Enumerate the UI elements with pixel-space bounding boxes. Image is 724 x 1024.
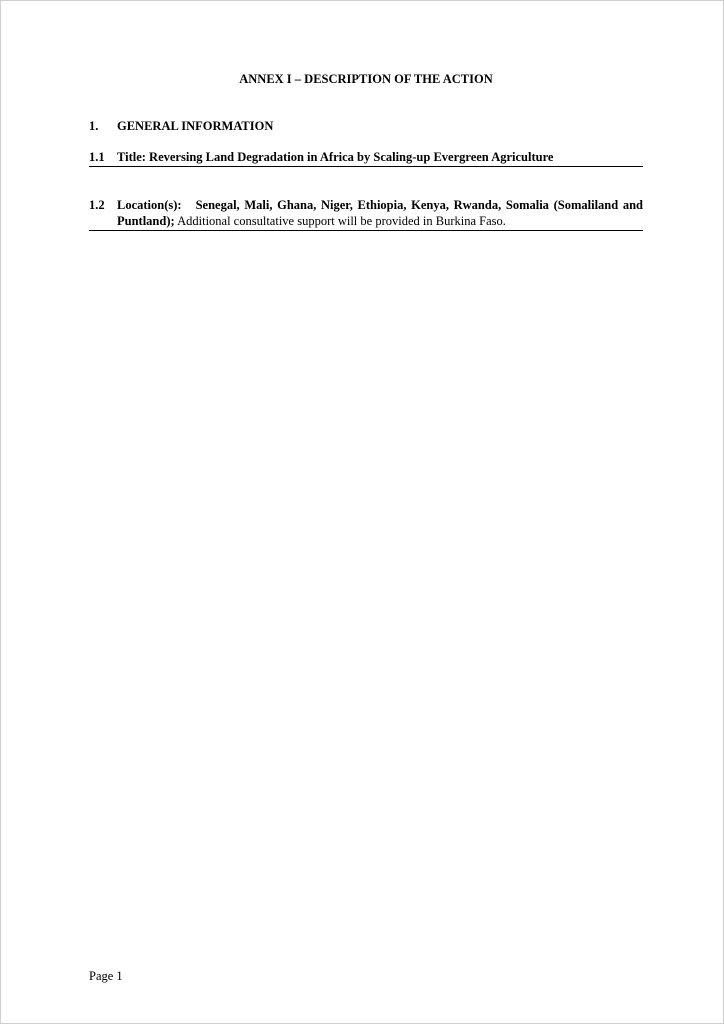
annex-title: ANNEX I – DESCRIPTION OF THE ACTION bbox=[239, 72, 493, 86]
section-number: 1. bbox=[89, 119, 99, 133]
section-general-information bbox=[89, 119, 273, 134]
location-field-body bbox=[117, 197, 643, 229]
page-number: Page 1 bbox=[89, 969, 123, 983]
location-field bbox=[89, 197, 643, 231]
title-field-text: Title: Reversing Land Degradation in Africa by Scaling-up Evergreen Agriculture bbox=[117, 150, 554, 164]
section-heading-text: GENERAL INFORMATION bbox=[117, 119, 274, 133]
location-label: Location(s): bbox=[117, 198, 182, 212]
title-field-number: 1.1 bbox=[89, 150, 105, 164]
location-field-number: 1.2 bbox=[89, 198, 105, 212]
location-note: Additional consultative support will be provided in Burkina Faso. bbox=[177, 214, 506, 228]
location-countries: Senegal, Mali, Ghana, Niger, Ethiopia, Kenya, Rwanda, Somalia (Somaliland and Puntland); bbox=[117, 198, 644, 228]
title-field bbox=[89, 149, 643, 167]
